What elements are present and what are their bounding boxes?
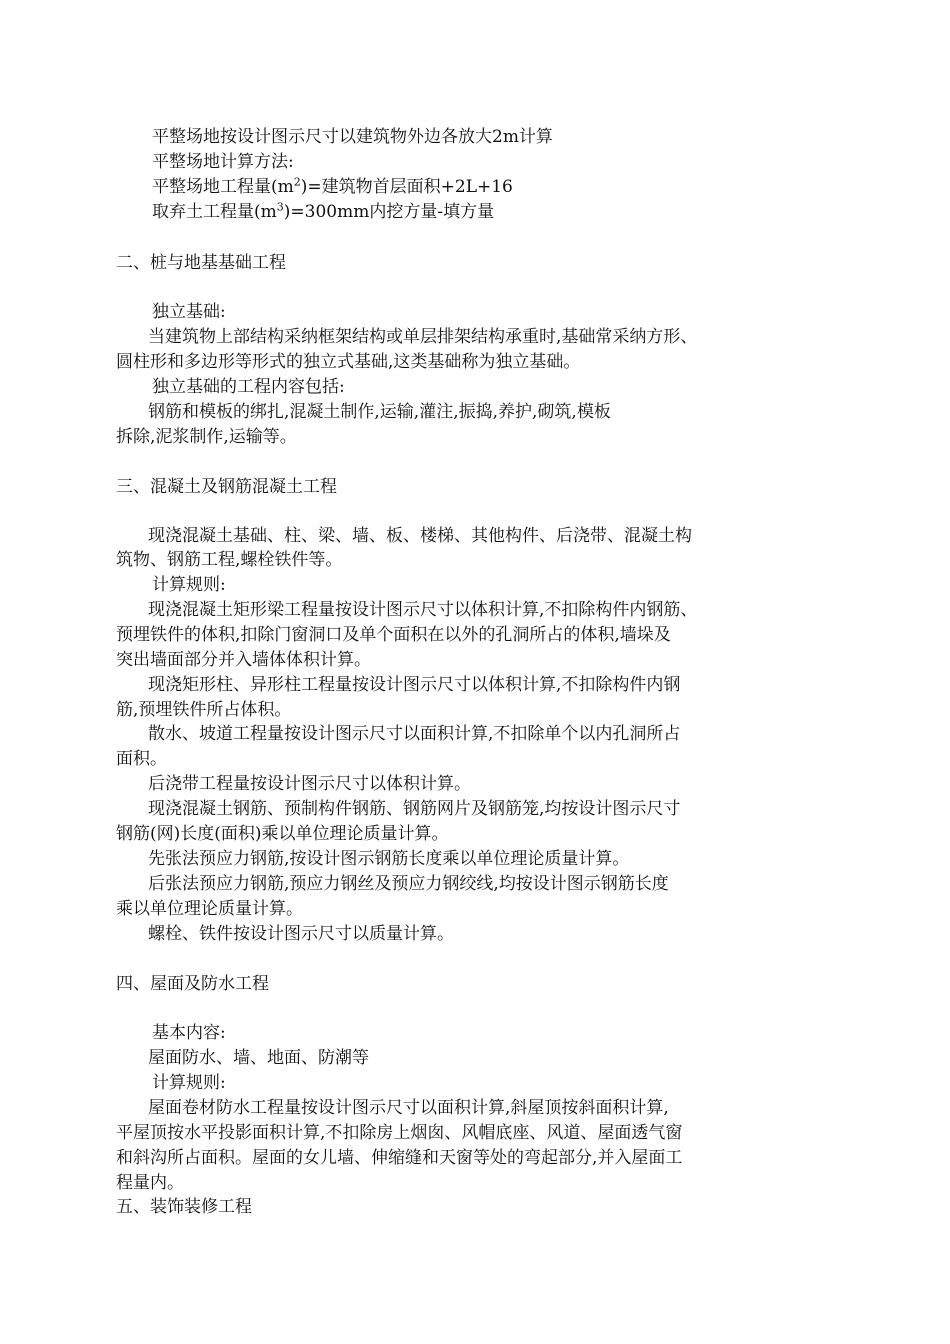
section-4-heading: 四、屋面及防水工程 xyxy=(116,974,269,994)
s3-line-3: 计算规则: xyxy=(152,575,226,595)
s3-line-4: 现浇混凝土矩形梁工程量按设计图示尺寸以体积计算,不扣除构件内钢筋、 xyxy=(148,600,698,620)
s3-line-12: 现浇混凝土钢筋、预制构件钢筋、钢筋网片及钢筋笼,均按设计图示尺寸 xyxy=(148,799,681,819)
s3-line-9: 散水、坡道工程量按设计图示尺寸以面积计算,不扣除单个以内孔洞所占 xyxy=(148,724,681,744)
s4-line-4: 屋面卷材防水工程量按设计图示尺寸以面积计算,斜屋顶按斜面积计算, xyxy=(148,1098,669,1118)
intro-line-3-part-a: 平整场地工程量(m xyxy=(152,177,294,197)
s2-line-2: 当建筑物上部结构采纳框架结构或单层排架结构承重时,基础常采纳方形、 xyxy=(148,327,698,347)
s4-line-1: 基本内容: xyxy=(152,1023,226,1043)
s4-line-3: 计算规则: xyxy=(152,1073,226,1093)
s3-line-15: 后张法预应力钢筋,预应力钢丝及预应力钢绞线,均按设计图示钢筋长度 xyxy=(148,874,669,894)
intro-line-2: 平整场地计算方法: xyxy=(152,152,294,172)
intro-line-4-part-b: )=300mm内挖方量-填方量 xyxy=(283,202,495,222)
intro-line-3-part-b: )=建筑物首层面积+2L+16 xyxy=(300,177,513,197)
s3-line-8: 筋,预埋铁件所占体积。 xyxy=(116,700,292,720)
s3-line-5: 预埋铁件的体积,扣除门窗洞口及单个面积在以外的孔洞所占的体积,墙垛及 xyxy=(116,625,671,645)
s2-line-5: 钢筋和模板的绑扎,混凝土制作,运输,灌注,振捣,养护,砌筑,模板 xyxy=(148,402,611,422)
s3-line-11: 后浇带工程量按设计图示尺寸以体积计算。 xyxy=(148,774,471,794)
section-5-heading: 五、装饰装修工程 xyxy=(116,1197,252,1217)
s3-line-17: 螺栓、铁件按设计图示尺寸以质量计算。 xyxy=(148,924,454,944)
s3-line-6: 突出墙面部分并入墙体体积计算。 xyxy=(116,650,371,670)
s3-line-1: 现浇混凝土基础、柱、梁、墙、板、楼梯、其他构件、后浇带、混凝土构 xyxy=(148,526,692,546)
s2-line-6: 拆除,泥浆制作,运输等。 xyxy=(116,427,297,447)
s3-line-7: 现浇矩形柱、异形柱工程量按设计图示尺寸以体积计算,不扣除构件内钢 xyxy=(148,675,681,695)
intro-line-4-part-a: 取弃土工程量(m xyxy=(152,202,277,222)
section-3-heading: 三、混凝土及钢筋混凝土工程 xyxy=(116,477,337,497)
intro-line-3-superscript: 2 xyxy=(293,175,301,189)
s2-line-3: 圆柱形和多边形等形式的独立式基础,这类基础称为独立基础。 xyxy=(116,352,581,372)
s2-line-1: 独立基础: xyxy=(152,302,226,322)
s4-line-7: 程量内。 xyxy=(116,1173,184,1193)
intro-line-3 xyxy=(152,175,513,199)
s4-line-6: 和斜沟所占面积。屋面的女儿墙、伸缩缝和天窗等处的弯起部分,并入屋面工 xyxy=(116,1148,683,1168)
s3-line-13: 钢筋(网)长度(面积)乘以单位理论质量计算。 xyxy=(116,824,449,844)
section-2-heading: 二、桩与地基基础工程 xyxy=(116,253,286,273)
intro-line-4 xyxy=(152,200,494,224)
s4-line-2: 屋面防水、墙、地面、防潮等 xyxy=(148,1048,369,1068)
s3-line-16: 乘以单位理论质量计算。 xyxy=(116,899,303,919)
s3-line-14: 先张法预应力钢筋,按设计图示钢筋长度乘以单位理论质量计算。 xyxy=(148,849,630,869)
s3-line-10: 面积。 xyxy=(116,749,167,769)
s3-line-2: 筑物、钢筋工程,螺栓铁件等。 xyxy=(116,550,343,570)
intro-line-1: 平整场地按设计图示尺寸以建筑物外边各放大2m计算 xyxy=(152,127,553,147)
intro-line-4-superscript: 3 xyxy=(276,200,284,214)
s4-line-5: 平屋顶按水平投影面积计算,不扣除房上烟囱、风帽底座、风道、屋面透气窗 xyxy=(116,1123,683,1143)
s2-line-4: 独立基础的工程内容包括: xyxy=(152,377,345,397)
